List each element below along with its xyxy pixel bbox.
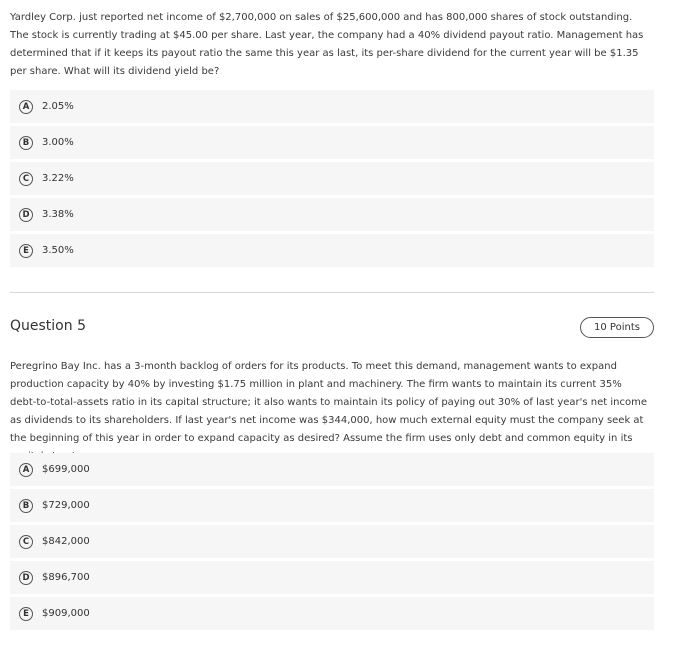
option-label: 3.00% [42, 137, 74, 148]
points-badge: 10 Points [580, 317, 654, 338]
option-letter-c: C [19, 172, 33, 186]
option-label: 3.50% [42, 245, 74, 256]
option-label: $896,700 [42, 572, 90, 583]
answer-options [10, 90, 654, 270]
option-label: $909,000 [42, 608, 90, 619]
option-letter-b: B [19, 136, 33, 150]
question-title: Question 5 [10, 318, 86, 334]
option-c[interactable] [10, 525, 654, 558]
option-d[interactable] [10, 198, 654, 231]
option-letter-d: D [19, 571, 33, 585]
option-e[interactable] [10, 234, 654, 267]
question-text: Peregrino Bay Inc. has a 3-month backlog of orders for its products. To meet this demand, management wants to expand production capacity by 40% by investing $1.75 million in plant and machinery. The firm wants to maintain its current 35% debt-to-total-assets ratio in its capital structure; it also wants to maintain its policy of paying out 30% of last year's net income as dividends to its shareholders. If last year's net income was $344,000, how much external equity must the company seek at the beginning of this year in order to expand capacity as desired? Assume the firm uses only debt and common equity in its [10, 361, 648, 444]
option-letter-a: A [19, 100, 33, 114]
answer-options [10, 453, 654, 633]
option-letter-e: E [19, 244, 33, 258]
option-label: 2.05% [42, 101, 74, 112]
option-label: 3.38% [42, 209, 74, 220]
option-a[interactable] [10, 90, 654, 123]
option-label: $729,000 [42, 500, 90, 511]
option-label: $842,000 [42, 536, 90, 547]
option-letter-a: A [19, 463, 33, 477]
option-e[interactable] [10, 597, 654, 630]
option-a[interactable] [10, 453, 654, 486]
option-label: $699,000 [42, 464, 90, 475]
question-divider [10, 292, 654, 293]
option-b[interactable] [10, 126, 654, 159]
option-letter-d: D [19, 208, 33, 222]
option-letter-c: C [19, 535, 33, 549]
option-letter-e: E [19, 607, 33, 621]
option-b[interactable] [10, 489, 654, 522]
option-label: 3.22% [42, 173, 74, 184]
question-text: Yardley Corp. just reported net income of $2,700,000 on sales of $25,600,000 and has 800,000 shares of stock outstanding. The stock is currently trading at $45.00 per share. Last year, the company had a 40% dividend payout ratio. Management has determined that if it keeps its payout ratio the same this year as last, its per-share dividend for the current year will be $1.35 per share. What will its dividend yield be? [10, 12, 644, 77]
option-d[interactable] [10, 561, 654, 594]
option-c[interactable] [10, 162, 654, 195]
option-letter-b: B [19, 499, 33, 513]
